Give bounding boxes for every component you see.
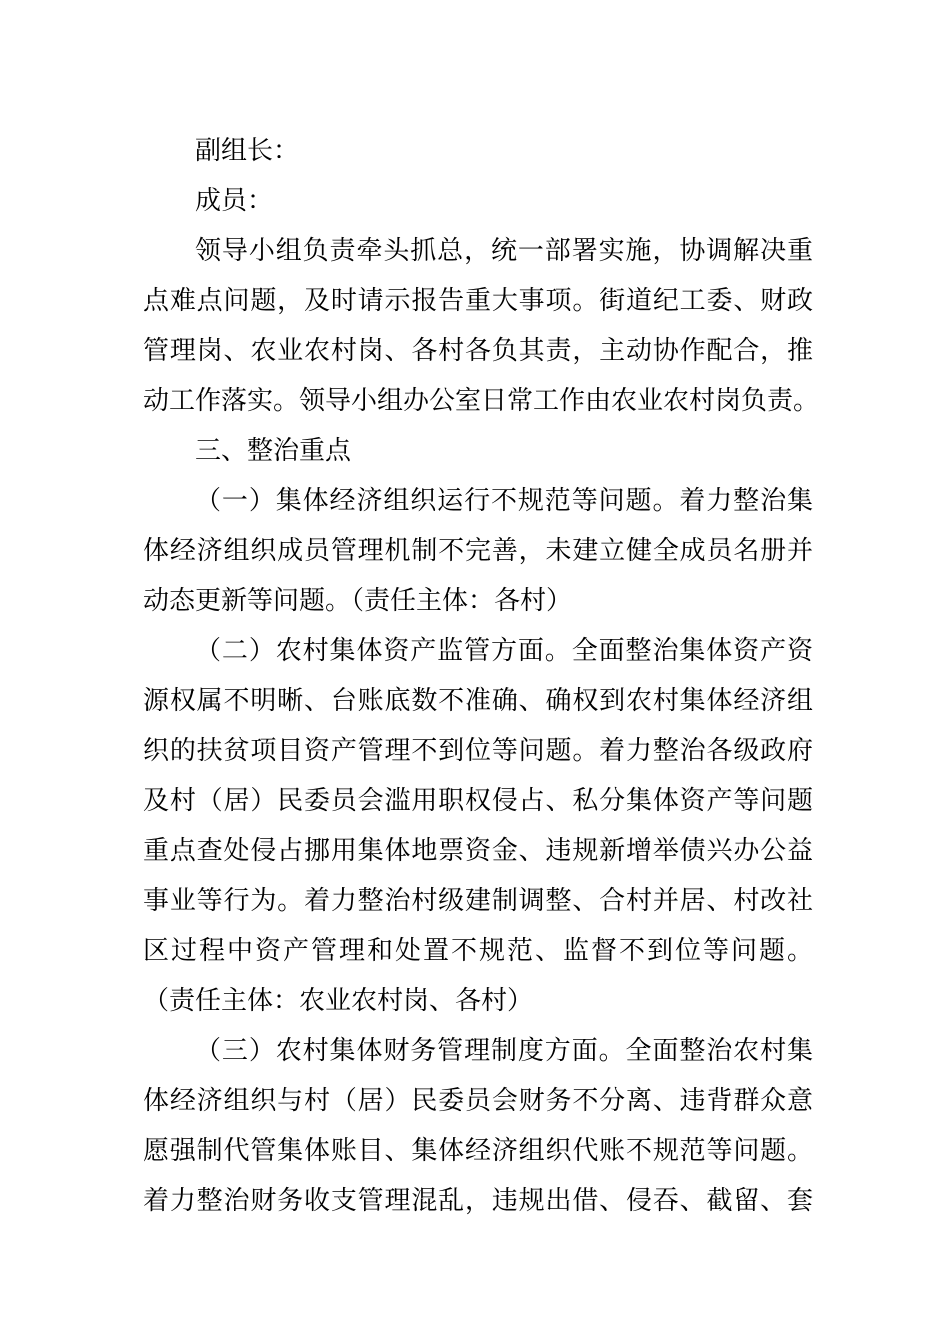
paragraph-line: 体经济组织成员管理机制不完善，未建立健全成员名册并	[143, 536, 813, 566]
paragraph-line: 及村（居）民委员会滥用职权侵占、私分集体资产等问题	[143, 786, 813, 816]
paragraph-line: （三）农村集体财务管理制度方面。全面整治农村集	[195, 1036, 813, 1066]
deputy-leader-line: 副组长：	[195, 136, 300, 166]
paragraph-line: 领导小组负责牵头抓总，统一部署实施，协调解决重	[195, 236, 813, 266]
paragraph-line: 体经济组织与村（居）民委员会财务不分离、违背群众意	[143, 1086, 813, 1116]
paragraph-line: 愿强制代管集体账目、集体经济组织代账不规范等问题。	[143, 1136, 813, 1166]
paragraph-line: 动工作落实。领导小组办公室日常工作由农业农村岗负责。	[143, 386, 820, 416]
section-heading: 三、整治重点	[195, 436, 352, 466]
paragraph-line: （一）集体经济组织运行不规范等问题。着力整治集	[195, 486, 813, 516]
paragraph-line: 点难点问题，及时请示报告重大事项。街道纪工委、财政	[143, 286, 813, 316]
paragraph-line: 织的扶贫项目资产管理不到位等问题。着力整治各级政府	[143, 736, 813, 766]
paragraph-line: 着力整治财务收支管理混乱，违规出借、侵吞、截留、套	[143, 1186, 813, 1216]
members-line: 成员：	[195, 186, 274, 216]
paragraph-line: 源权属不明晰、台账底数不准确、确权到农村集体经济组	[143, 686, 813, 716]
paragraph-line: （责任主体：农业农村岗、各村）	[143, 986, 534, 1016]
paragraph-line: 事业等行为。着力整治村级建制调整、合村并居、村改社	[143, 886, 813, 916]
paragraph-line: 重点查处侵占挪用集体地票资金、违规新增举债兴办公益	[143, 836, 813, 866]
paragraph-line: 区过程中资产管理和处置不规范、监督不到位等问题。	[143, 936, 813, 966]
paragraph-line: （二）农村集体资产监管方面。全面整治集体资产资	[195, 636, 813, 666]
paragraph-line: 管理岗、农业农村岗、各村各负其责，主动协作配合，推	[143, 336, 813, 366]
paragraph-line: 动态更新等问题。（责任主体：各村）	[143, 586, 573, 616]
